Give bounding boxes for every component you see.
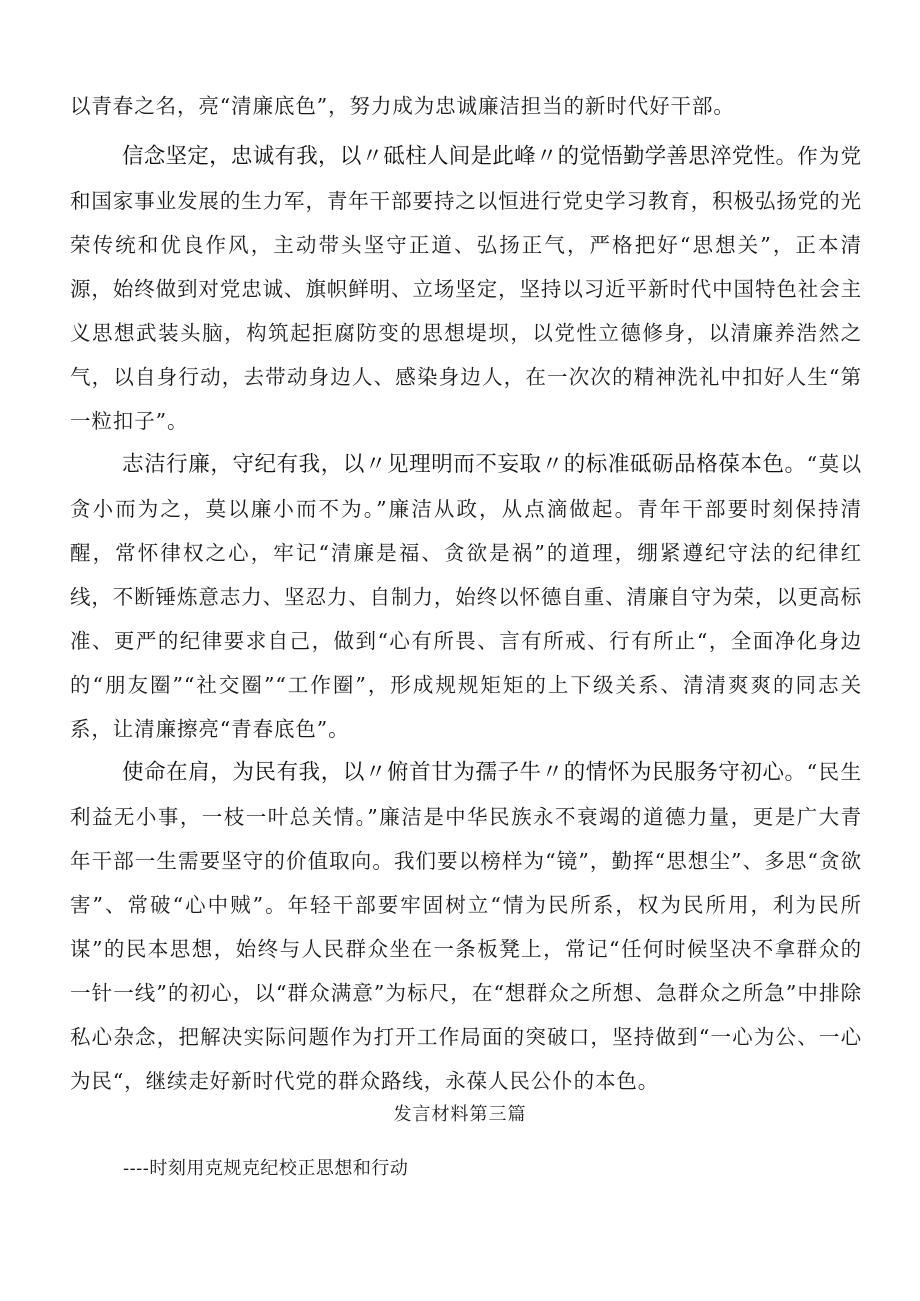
intro-paragraph: 以青春之名，亮“清廉底色”，努力成为忠诚廉洁担当的新时代好干部。: [70, 94, 735, 118]
section-body-integrity: “莫以贪小而为之，莫以廉小而不为。”廉洁从政，从点滴做起。青年干部要时刻保持清醒，常怀律权之心，牢记“清廉是福、贪欲是祸”的道理，绷紧遵纪守法的纪律红线，不断锤炼意志力、坚忍力、自制力，始终以怀德自重、清廉自守为荣，以更高标准、更严的纪律要求自己，做到“心有所畏、言有所戒、行有所止“，全面净化身边的“朋友圈”“社交圈”“工作圈”，形成规规矩矩的上下级关系、清清爽爽的同志关系，让清廉擦亮“青春底色”。: [70, 452, 862, 741]
section-lead-faith: 信念坚定，忠诚有我，以〃砥柱人间是此峰〃的觉悟勤学善思淬党性。: [122, 144, 798, 169]
section-paragraph-faith: [70, 134, 862, 443]
section-paragraph-mission: [70, 750, 862, 1103]
section-subheading: ----时刻用克规克纪校正思想和行动: [123, 1158, 409, 1179]
section-body-faith: 作为党和国家事业发展的生力军，青年干部要持之以恒进行党史学习教育，积极弘扬党的光荣传统和优良作风，主动带头坚守正道、弘扬正气，严格把好“思想关”，正本清源，始终做到对党忠诚、旗帜鲜明、立场坚定，坚持以习近平新时代中国特色社会主义思想武装头脑，构筑起拒腐防变的思想堤坝，以党性立德修身，以清廉养浩然之气，以自身行动，去带动身边人、感染身边人，在一次次的精神洗礼中扣好人生“第一粒扣子”。: [70, 144, 862, 433]
section-lead-integrity: 志洁行廉，守纪有我，以〃见理明而不妄取〃的标准砥砺品格葆本色。: [122, 452, 807, 477]
section-paragraph-integrity: [70, 442, 862, 751]
section-body-mission: “民生利益无小事，一枝一叶总关情。”廉洁是中华民族永不衰竭的道德力量，更是广大青年干部一生需要坚守的价值取向。我们要以榜样为“镜”，勤挥“思想尘”、多思“贪欲害”、常破“心中贼”。年轻干部要牢固树立“情为民所系，权为民所用，利为民所谋”的民本思想，始终与人民群众坐在一条板凳上，常记“任何时候坚决不拿群众的一针一线”的初心，以“群众满意”为标尺，在“想群众之所想、急群众之所急”中排除私心杂念，把解决实际问题作为打开工作局面的突破口，坚持做到“一心为公、一心为民“，继续走好新时代党的群众路线，永葆人民公仆的本色。: [70, 760, 862, 1093]
section-heading: 发言材料第三篇: [393, 1104, 527, 1125]
section-lead-mission: 使命在肩，为民有我，以〃俯首甘为孺子牛〃的情怀为民服务守初心。: [122, 760, 807, 785]
